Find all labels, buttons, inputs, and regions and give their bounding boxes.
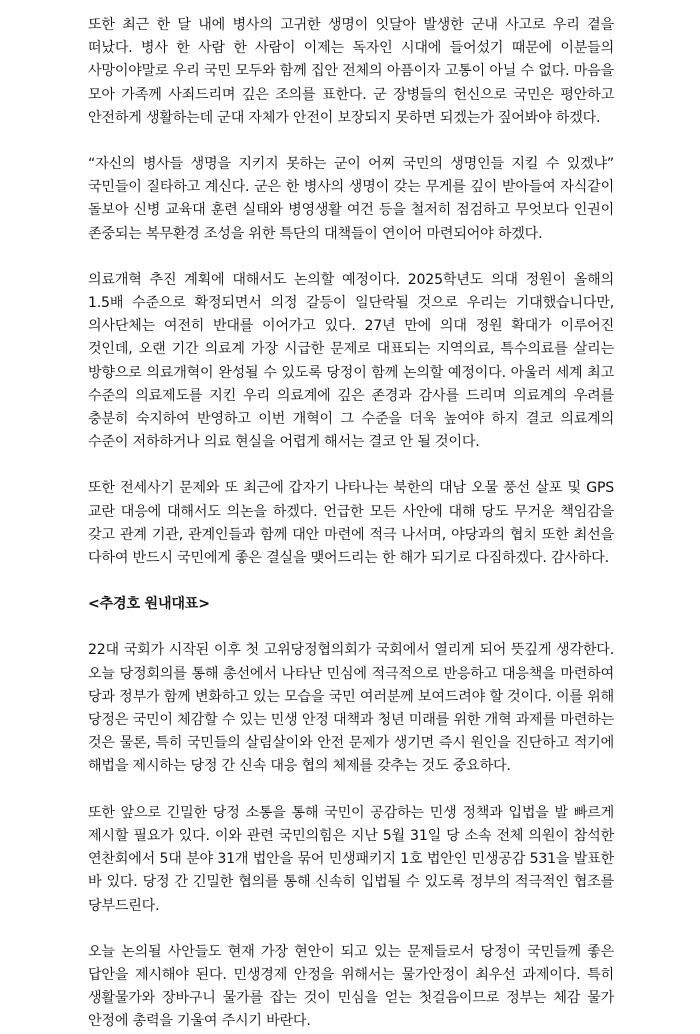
paragraph-price-stability: 오늘 논의될 사안들도 현재 가장 현안이 되고 있는 문제들로서 당정이 국민들께 좋은 답안을 제시해야 된다. 민생경제 안정을 위해서는 물가안정이 최우선 과제이다. 특히 생활물가와 장바구니 물가를 잡는 것이 민심을 얻는 첫걸음이므로 정부는 체감 물가 안정에 총력을 기울여 주시기 바란다.: [88, 943, 614, 1030]
paragraph-soldier-accidents: 또한 최근 한 달 내에 병사의 고귀한 생명이 잇달아 발생한 군내 사고로 우리 곁을 떠났다. 병사 한 사람 한 사람이 이제는 독자인 시대에 들어섰기 때문에 이분들의 사망이야말로 우리 국민 모두와 함께 집안 전체의 아픔이자 고통이 아닐 수 없다. 마음을 모아 가족께 사죄드리며 깊은 조의를 표한다. 군 장병들의 헌신으로 국민은 평안하고 안전하게 생활하는데 군대 자체가 안전이 보장되지 못하면 되겠는가 짚어봐야 하겠다.: [88, 17, 614, 126]
section-heading-floor-leader: <추경호 원내대표>: [88, 596, 210, 613]
paragraph-legislation: 또한 앞으로 긴밀한 당정 소통을 통해 국민이 공감하는 민생 정책과 입법을 발 빠르게 제시할 필요가 있다. 이와 관련 국민의힘은 지난 5월 31일 당 소속 전체 의원이 참석한 연찬회에서 5대 분야 31개 법안을 묶어 민생패키지 1호 법안인 민생공감 531을 발표한 바 있다. 당정 간 긴밀한 협의를 통해 신속히 입법될 수 있도록 정부의 적극적인 협조를 당부드린다.: [88, 804, 614, 914]
paragraph-military-protection: “자신의 병사들 생명을 지키지 못하는 군이 어찌 국민의 생명인들 지킬 수 있겠냐” 국민들이 질타하고 계신다. 군은 한 병사의 생명이 갖는 무게를 깊이 받아들여 자식같이 돌보아 신병 교육대 훈련 실태와 병영생활 여건 등을 철저히 점검하고 무엇보다 인권이 존중되는 복무환경 조성을 위한 특단의 대책들이 연이어 마련되어야 하겠다.: [88, 156, 614, 242]
paragraph-medical-reform: 의료개혁 추진 계획에 대해서도 논의할 예정이다. 2025학년도 의대 정원이 올해의 1.5배 수준으로 확정되면서 의정 갈등이 일단락될 것으로 우리는 기대했습니다만, 의사단체는 여전히 반대를 이어가고 있다. 27년 만에 의대 정원 확대가 이루어진 것인데, 오랜 기간 의료계 가장 시급한 문제로 대표되는 지역의료, 특수의료를 살리는 방향으로 의료개혁이 완성될 수 있도록 당정이 함께 논의할 예정이다. 아울러 세계 최고 수준의 의료제도를 지킨 우리 의료계에 깊은 존경과 감사를 드리며 의료계의 우려를 충분히 숙지하여 반영하고 이번 개혁이 그 수준을 더욱 높여야 하지 결코 의료계의 수준이 저하하거나 의료 현실을 어렵게 해서는 결코 안 될 것이다.: [88, 271, 614, 451]
paragraph-jeonse-fraud: 또한 전세사기 문제와 또 최근에 갑자기 나타나는 북한의 대남 오물 풍선 살포 및 GPS 교란 대응에 대해서도 의논을 하겠다. 언급한 모든 사안에 대해 당도 무거운 책임감을 갖고 관계 기관, 관계인들과 함께 대안 마련에 적극 나서며, 야당과의 협치 또한 최선을 다하여 반드시 국민에게 좋은 결실을 맺어드리는 한 해가 되기로 다짐하겠다. 감사하다.: [88, 480, 614, 567]
paragraph-first-meeting: 22대 국회가 시작된 이후 첫 고위당정협의회가 국회에서 열리게 되어 뜻깊게 생각한다. 오늘 당정회의를 통해 총선에서 나타난 민심에 적극적으로 반응하고 대응책을 마련하여 당과 정부가 함께 변화하고 있는 모습을 국민 여러분께 보여드려야 할 것이다. 이를 위해 당정은 국민이 체감할 수 있는 민생 안정 대책과 청년 미래를 위한 개혁 과제를 마련하는 것은 물론, 특히 국민들의 살림살이와 안전 문제가 생기면 즉시 원인을 진단하고 적기에 해법을 제시하는 당정 간 신속 대응 협의 체제를 갖추는 것도 중요하다.: [88, 642, 614, 775]
